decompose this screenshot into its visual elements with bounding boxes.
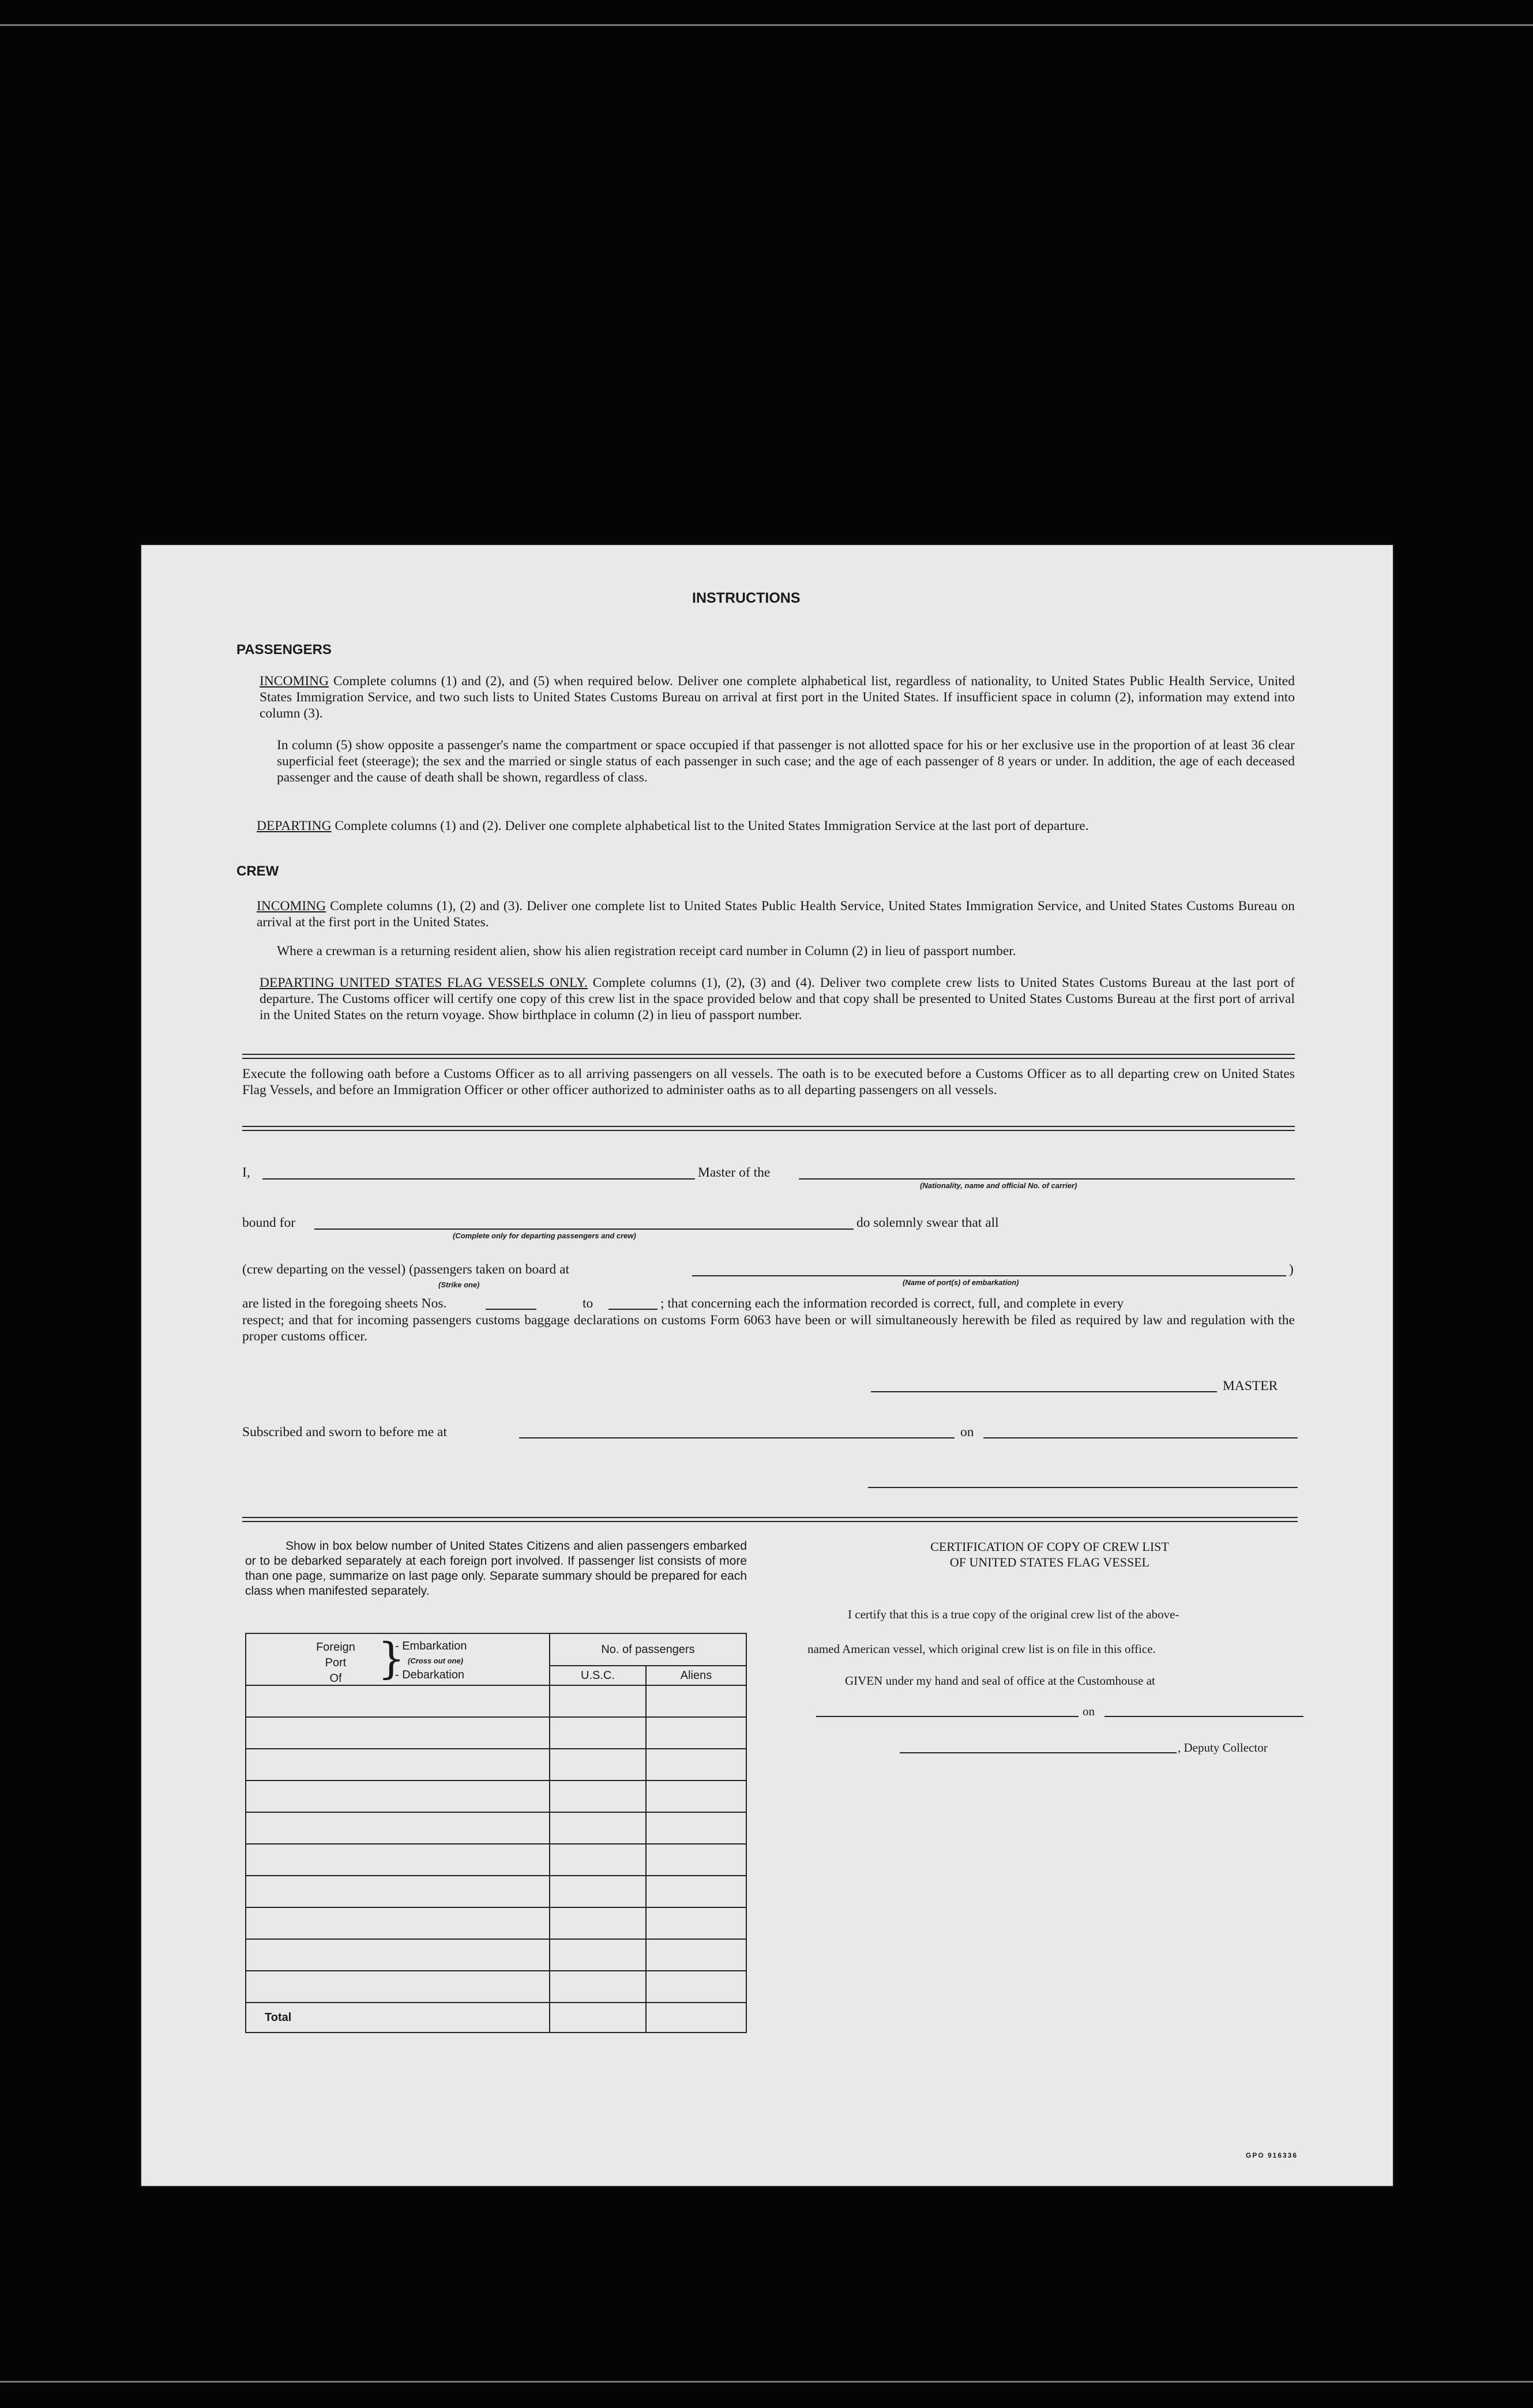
certify-line2: named American vessel, which original crew list is on file in this office. [807,1642,1156,1656]
usc-header: U.S.C. [550,1666,646,1685]
passengers-departing-paragraph [257,818,1295,834]
oath-i-label: I, [242,1165,250,1180]
crew-heading: CREW [236,863,279,879]
sheet-from-field[interactable] [486,1309,536,1310]
port-label: Port [325,1656,347,1669]
certification-title [799,1539,1301,1570]
embarkation-port-field[interactable] [692,1275,1286,1276]
port-cell[interactable] [246,1939,550,1971]
table-row [246,1876,746,1907]
crew-incoming-label: INCOMING [257,899,326,914]
port-caption: (Name of port(s) of embarkation) [903,1278,1019,1287]
crew-departing-label: DEPARTING UNITED STATES FLAG VESSELS ONLY. [260,975,588,990]
swear-text: do solemnly swear that all [856,1215,999,1230]
cross-out-label: (Cross out one) [408,1656,464,1665]
port-cell[interactable] [246,1780,550,1812]
usc-cell[interactable] [550,1939,646,1971]
bound-for-caption: (Complete only for departing passengers and crew) [453,1231,636,1240]
certification-title-line2: OF UNITED STATES FLAG VESSEL [949,1555,1150,1569]
divider-3 [242,1517,1298,1522]
usc-cell[interactable] [550,1876,646,1907]
passengers-departing-text: Complete columns (1) and (2). Deliver one complete alphabetical list to the United States Immigration Service at the last port of departure. [335,818,1089,833]
oath-intro: Execute the following oath before a Customs Officer as to all arriving passengers on all vessels. The oath is to be executed before a Customs Officer as to all departing crew on United States Flag Vessels, and before an Immigration Officer or other officer authorized to administer oaths as to all departing passengers on all vessels. [242,1066,1295,1098]
aliens-cell[interactable] [646,1749,746,1780]
crew-incoming-text: Complete columns (1), (2) and (3). Deliver one complete list to United States Public Health Service, United States Immigration Service, and United States Customs Bureau on arrival at the first port in the United States. [257,899,1295,930]
passengers-column5-paragraph: In column (5) show opposite a passenger's name the compartment or space occupied if that passenger is not allotted space for his or her exclusive use in the proportion of at least 36 clear superficial feet (steerage); the sex and the married or single status of each passenger in such case; and the age of each passenger of 8 years or under. In addition, the age of each deceased passenger and the cause of death shall be shown, regardless of class. [277,738,1295,785]
brace-icon: } [378,1634,405,1684]
crew-departing-text: Complete columns (1), (2), (3) and (4). Deliver two complete crew lists to United States Customs Bureau at the last port of departure. The Customs officer will certify one copy of this crew list in the space provided below and that copy shall be presented to United States Customs Bureau at the first port of arrival in the United States on the return voyage. Show birthplace in column (2) in lieu of passport number. [260,975,1295,1023]
aliens-cell[interactable] [646,1844,746,1876]
sheets-to-label: to [583,1296,593,1311]
sworn-on-label: on [960,1425,974,1440]
bound-for-field[interactable] [314,1229,854,1230]
port-cell[interactable] [246,1907,550,1939]
close-paren: ) [1289,1262,1294,1277]
usc-cell[interactable] [550,1685,646,1717]
given-line: GIVEN under my hand and seal of office at the Customhouse at [845,1674,1155,1688]
usc-cell[interactable] [550,1971,646,2003]
total-aliens-cell[interactable] [646,2003,746,2033]
passengers-incoming-label: INCOMING [260,674,329,689]
table-row [246,1717,746,1749]
sheet-to-field[interactable] [608,1309,657,1310]
total-label: Total [246,2003,550,2033]
carrier-field[interactable] [799,1178,1295,1179]
crew-departing-paragraph [260,975,1295,1023]
sheets-text-a: are listed in the foregoing sheets Nos. [242,1296,447,1311]
table-row [246,1844,746,1876]
port-cell[interactable] [246,1749,550,1780]
debarkation-label: - Debarkation [395,1669,465,1681]
crew-crewman-paragraph: Where a crewman is a returning resident alien, show his alien registration receipt card number in Column (2) in lieu of passport number. [277,944,1016,959]
aliens-header: Aliens [646,1666,746,1685]
certification-title-line1: CERTIFICATION OF COPY OF CREW LIST [930,1539,1169,1554]
master-name-field[interactable] [262,1178,695,1179]
total-row [246,2003,746,2033]
table-row [246,1907,746,1939]
aliens-cell[interactable] [646,1939,746,1971]
port-cell[interactable] [246,1971,550,2003]
cert-on-label: on [1083,1704,1095,1718]
form-page [141,545,1393,2186]
passengers-departing-label: DEPARTING [257,818,332,833]
divider-1 [242,1054,1295,1059]
aliens-cell[interactable] [646,1971,746,2003]
aliens-cell[interactable] [646,1876,746,1907]
aliens-cell[interactable] [646,1812,746,1844]
passenger-summary-table [245,1633,747,2033]
crew-departing-text-line: (crew departing on the vessel) (passengers taken on board at [242,1262,570,1277]
usc-cell[interactable] [550,1749,646,1780]
aliens-cell[interactable] [646,1907,746,1939]
port-cell[interactable] [246,1844,550,1876]
summary-instruction: Show in box below number of United States Citizens and alien passengers embarked or to be debarked separately at each foreign port involved. If passenger list consists of more than one page, summarize on last page only. Separate summary should be prepared for each class when manifested separately. [245,1539,747,1598]
usc-cell[interactable] [550,1907,646,1939]
foreign-port-header [246,1633,550,1685]
gpo-code: GPO 916336 [1246,2151,1298,2159]
no-passengers-header: No. of passengers [550,1633,746,1666]
port-cell[interactable] [246,1876,550,1907]
passengers-incoming-text: Complete columns (1) and (2), and (5) when required below. Deliver one complete alphabetical list, regardless of nationality, to United States Public Health Service, United States Immigration Service, and two such lists to United States Customs Bureau on arrival at first port in the United States. If insufficient space in column (2), information may extend into column (3). [260,674,1295,721]
aliens-cell[interactable] [646,1780,746,1812]
passengers-incoming-paragraph [260,673,1295,722]
master-of-label: Master of the [698,1165,771,1180]
carrier-caption: (Nationality, name and official No. of carrier) [920,1181,1077,1190]
usc-cell[interactable] [550,1812,646,1844]
foreign-label: Foreign [316,1641,355,1654]
table-row [246,1939,746,1971]
film-edge-top [0,24,1533,26]
usc-cell[interactable] [550,1717,646,1749]
port-cell[interactable] [246,1812,550,1844]
table-row [246,1971,746,2003]
passengers-heading: PASSENGERS [236,642,332,658]
port-cell[interactable] [246,1685,550,1717]
instructions-title: INSTRUCTIONS [692,590,801,606]
divider-2 [242,1126,1295,1131]
certify-line1: I certify that this is a true copy of the original crew list of the above- [848,1607,1179,1621]
table-row [246,1685,746,1717]
respect-text: respect; and that for incoming passengers customs baggage declarations on customs Form 6063 have been or will simultaneously herewith be filed as required by law and regulation with the proper customs officer. [242,1313,1295,1344]
sheets-text-b: ; that concerning each the information recorded is correct, full, and complete in every [660,1296,1124,1311]
sworn-date-field[interactable] [983,1437,1298,1438]
total-usc-cell[interactable] [550,2003,646,2033]
sworn-place-field[interactable] [519,1437,955,1438]
table-row [246,1812,746,1844]
of-label: Of [329,1672,342,1685]
subscribed-label: Subscribed and sworn to before me at [242,1425,448,1440]
deputy-signature-field[interactable] [900,1752,1177,1753]
aliens-cell[interactable] [646,1717,746,1749]
table-row [246,1780,746,1812]
usc-cell[interactable] [550,1780,646,1812]
strike-one-caption: (Strike one) [438,1280,480,1289]
master-label: MASTER [1223,1378,1278,1393]
usc-cell[interactable] [550,1844,646,1876]
bound-for-label: bound for [242,1215,296,1230]
cert-date-field[interactable] [1104,1716,1303,1717]
table-row [246,1749,746,1780]
deputy-collector-label: , Deputy Collector [1178,1741,1268,1755]
embarkation-label: - Embarkation [395,1640,467,1652]
officer-signature-field[interactable] [868,1487,1298,1488]
master-signature-field[interactable] [871,1391,1217,1392]
aliens-cell[interactable] [646,1685,746,1717]
film-edge-bottom [0,2381,1533,2383]
crew-incoming-paragraph [257,898,1295,930]
customhouse-field[interactable] [816,1716,1079,1717]
port-cell[interactable] [246,1717,550,1749]
